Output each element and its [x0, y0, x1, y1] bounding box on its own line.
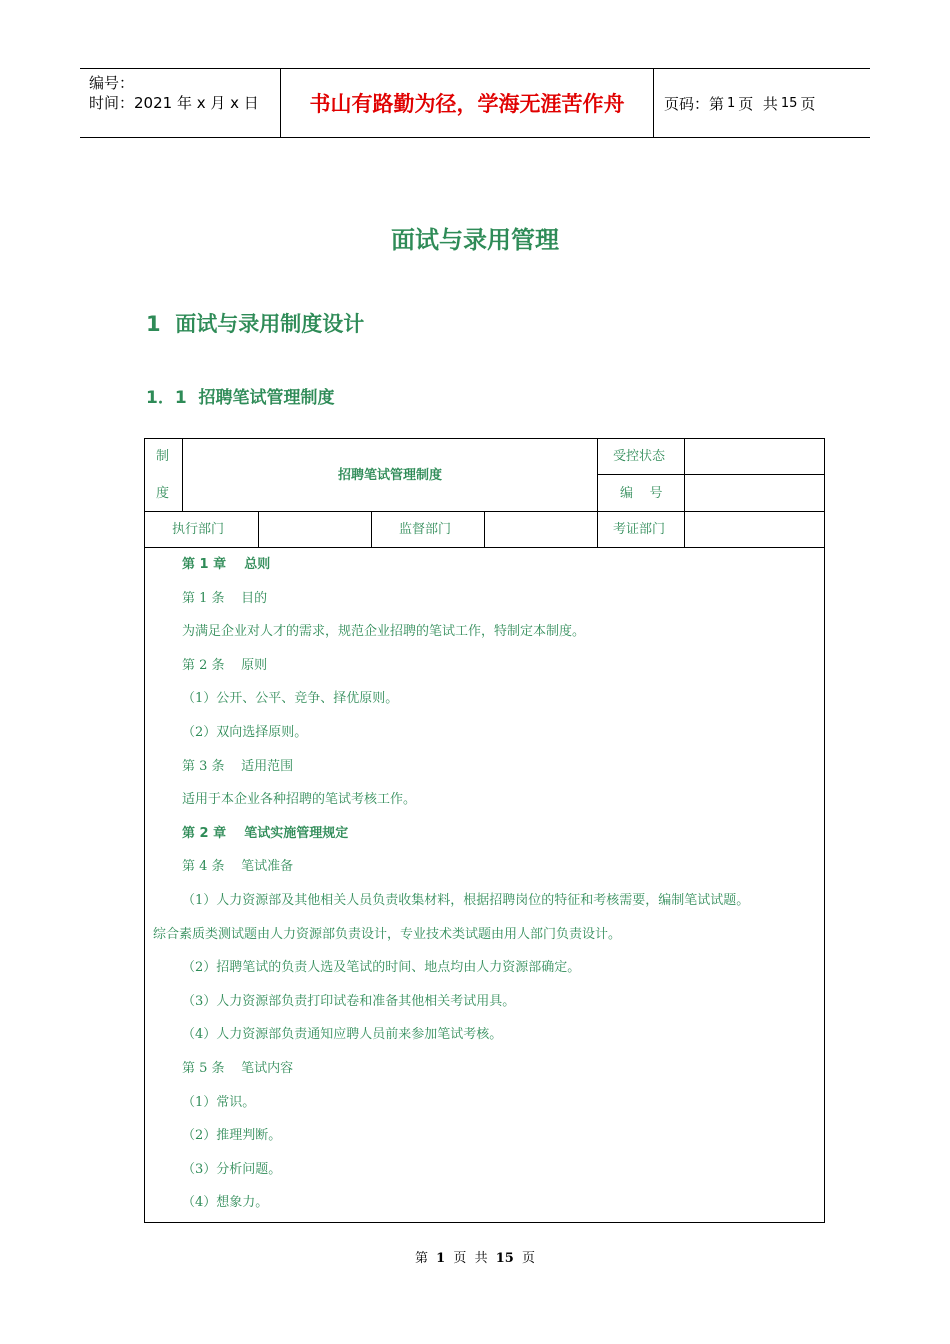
chapter-heading: 第 2 章 笔试实施管理规定 [182, 825, 349, 841]
header-page-info [654, 69, 870, 137]
page-prefix: 页码：第 [664, 94, 725, 113]
grid-line [145, 511, 825, 512]
grid-line [371, 511, 372, 547]
page-header [80, 68, 870, 138]
paragraph: 第 5 条 笔试内容 [182, 1061, 294, 1076]
paragraph: 第 3 条 适用范围 [182, 758, 294, 774]
du-label: 度 [156, 486, 170, 501]
paragraph: （4）人力资源部负责通知应聘人员前来参加笔试考核。 [182, 1027, 503, 1043]
page-footer [0, 1247, 950, 1266]
grid-line [484, 511, 485, 547]
grid-line [258, 511, 259, 547]
paragraph: （2）双向选择原则。 [182, 725, 308, 740]
exec-dept-label: 执行部门 [172, 522, 225, 537]
controlled-status-label: 受控状态 [613, 449, 666, 464]
section-heading: 1 面试与录用制度设计 [146, 312, 365, 336]
paragraph: 适用于本企业各种招聘的笔试考核工作。 [182, 792, 417, 808]
regulation-name: 招聘笔试管理制度 [337, 468, 442, 483]
paragraph: （3）人力资源部负责打印试卷和准备其他相关考试用具。 [182, 993, 516, 1009]
footer-suffix: 页 [521, 1251, 535, 1266]
header-meta [80, 69, 281, 137]
paragraph: （1）常识。 [182, 1094, 256, 1110]
regulation-table [144, 438, 825, 1223]
paragraph: 第 2 条 原则 [182, 657, 268, 673]
time-label: 时间：2021 年 x 月 x 日 [89, 94, 259, 112]
grid-line [684, 439, 685, 547]
paragraph: （2）推理判断。 [182, 1128, 282, 1144]
footer-total: 15 [495, 1251, 514, 1266]
paragraph: （1）人力资源部及其他相关人员负责收集材料，根据招聘岗位的特征和考核需要，编制笔试试题。 [182, 893, 750, 908]
grid-line [597, 439, 598, 547]
grid-line [145, 547, 825, 548]
paragraph: （4）想象力。 [182, 1195, 269, 1211]
footer-page-number: 1 [436, 1251, 446, 1266]
page-number: 1 [727, 95, 736, 111]
footer-mid: 页 共 [453, 1251, 488, 1266]
paragraph: 第 1 条 目的 [182, 590, 268, 606]
subsection-heading: 1．1 招聘笔试管理制度 [146, 388, 335, 408]
footer-prefix: 第 [415, 1251, 429, 1266]
number-label: 编 号 [620, 486, 663, 501]
paragraph: （3）分析问题。 [182, 1161, 282, 1177]
header-motto: 书山有路勤为径，学海无涯苦作舟 [281, 69, 654, 137]
code-label: 编号： [89, 74, 135, 92]
document-title: 面试与录用管理 [391, 226, 559, 254]
grid-line [597, 474, 825, 475]
paragraph: （1）公开、公平、竞争、择优原则。 [182, 691, 399, 707]
paragraph: （2）招聘笔试的负责人选及笔试的时间、地点均由人力资源部确定。 [182, 960, 581, 976]
page-suffix: 页 [800, 94, 816, 113]
paragraph: 综合素质类测试题由人力资源部负责设计，专业技术类试题由用人部门负责设计。 [153, 926, 622, 942]
supervise-dept-label: 监督部门 [399, 522, 452, 537]
paragraph: 第 4 条 笔试准备 [182, 859, 294, 875]
paragraph: 为满足企业对人才的需求，规范企业招聘的笔试工作，特制定本制度。 [182, 624, 586, 640]
page-mid: 页 共 [738, 94, 778, 113]
verify-dept-label: 考证部门 [613, 522, 666, 537]
chapter-heading: 第 1 章 总则 [182, 557, 271, 572]
zhi-label: 制 [156, 449, 170, 464]
page-total: 15 [780, 95, 798, 111]
